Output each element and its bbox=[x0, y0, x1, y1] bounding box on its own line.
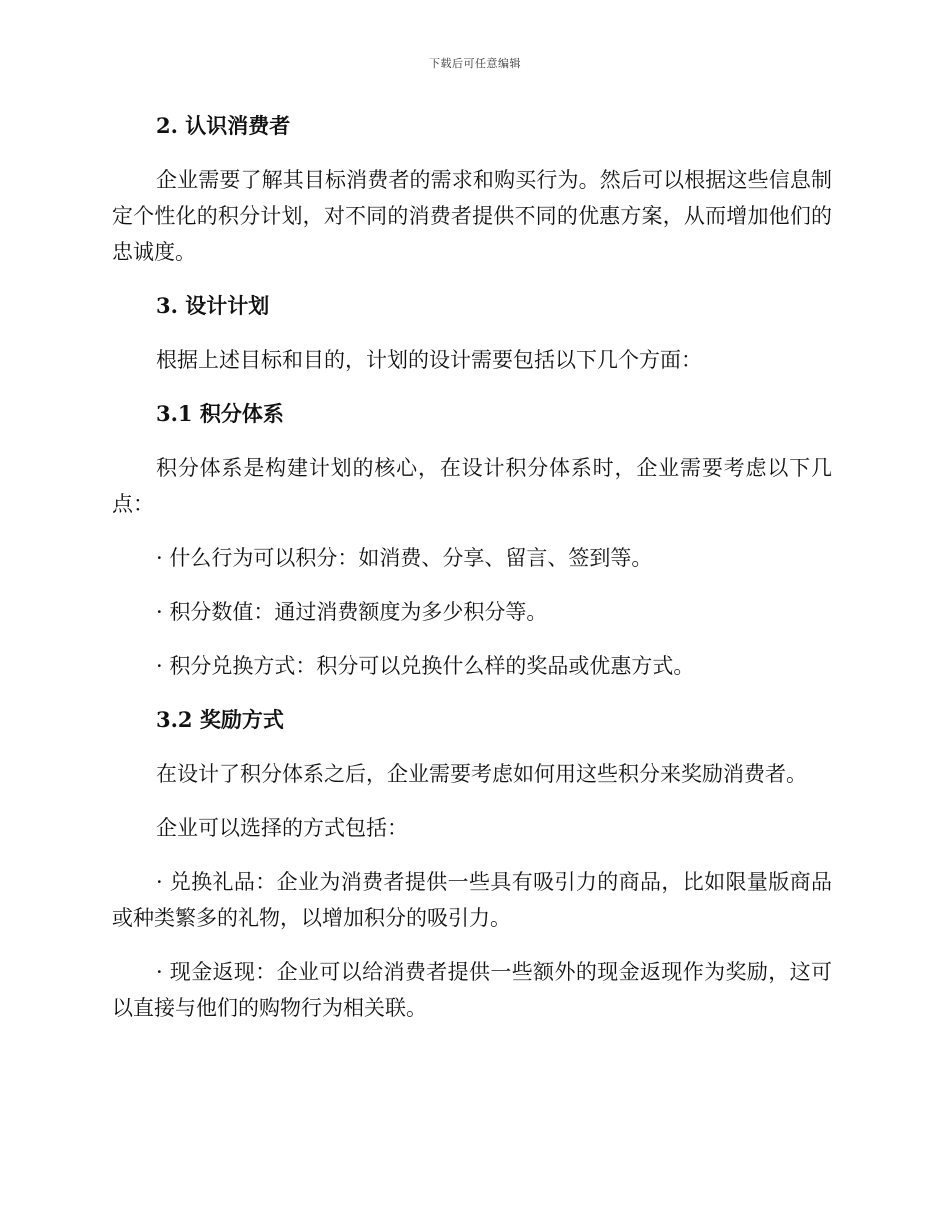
bullet-item-cash-back: · 现金返现：企业可以给消费者提供一些额外的现金返现作为奖励，这可以直接与他们的购物行为相关联。 bbox=[112, 960, 832, 1020]
paragraph-design-intro: 根据上述目标和目的，计划的设计需要包括以下几个方面： bbox=[156, 348, 702, 372]
section-heading-3: 3. 设计计划 bbox=[156, 293, 270, 318]
paragraph-understand-consumers: 企业需要了解其目标消费者的需求和购买行为。然后可以根据这些信息制定个性化的积分计划，对不同的消费者提供不同的优惠方案，从而增加他们的忠诚度。 bbox=[112, 168, 832, 264]
paragraph-points-system: 积分体系是构建计划的核心，在设计积分体系时，企业需要考虑以下几点： bbox=[112, 456, 832, 516]
bullet-item-point-values: · 积分数值：通过消费额度为多少积分等。 bbox=[156, 600, 548, 624]
bullet-item-earn-actions: · 什么行为可以积分：如消费、分享、留言、签到等。 bbox=[156, 546, 653, 570]
section-heading-3-1: 3.1 积分体系 bbox=[156, 401, 284, 426]
section-heading-2: 2. 认识消费者 bbox=[156, 113, 291, 138]
bullet-item-redemption: · 积分兑换方式：积分可以兑换什么样的奖品或优惠方式。 bbox=[156, 654, 695, 678]
paragraph-rewards-intro: 在设计了积分体系之后，企业需要考虑如何用这些积分来奖励消费者。 bbox=[156, 762, 807, 786]
paragraph-options-intro: 企业可以选择的方式包括： bbox=[156, 816, 408, 840]
bullet-item-gift-exchange: · 兑换礼品：企业为消费者提供一些具有吸引力的商品，比如限量版商品或种类繁多的礼物，以增加积分的吸引力。 bbox=[112, 870, 832, 930]
document-body bbox=[112, 108, 832, 1044]
page-header: 下载后可任意编辑 bbox=[429, 57, 521, 70]
section-heading-3-2: 3.2 奖励方式 bbox=[156, 707, 284, 732]
